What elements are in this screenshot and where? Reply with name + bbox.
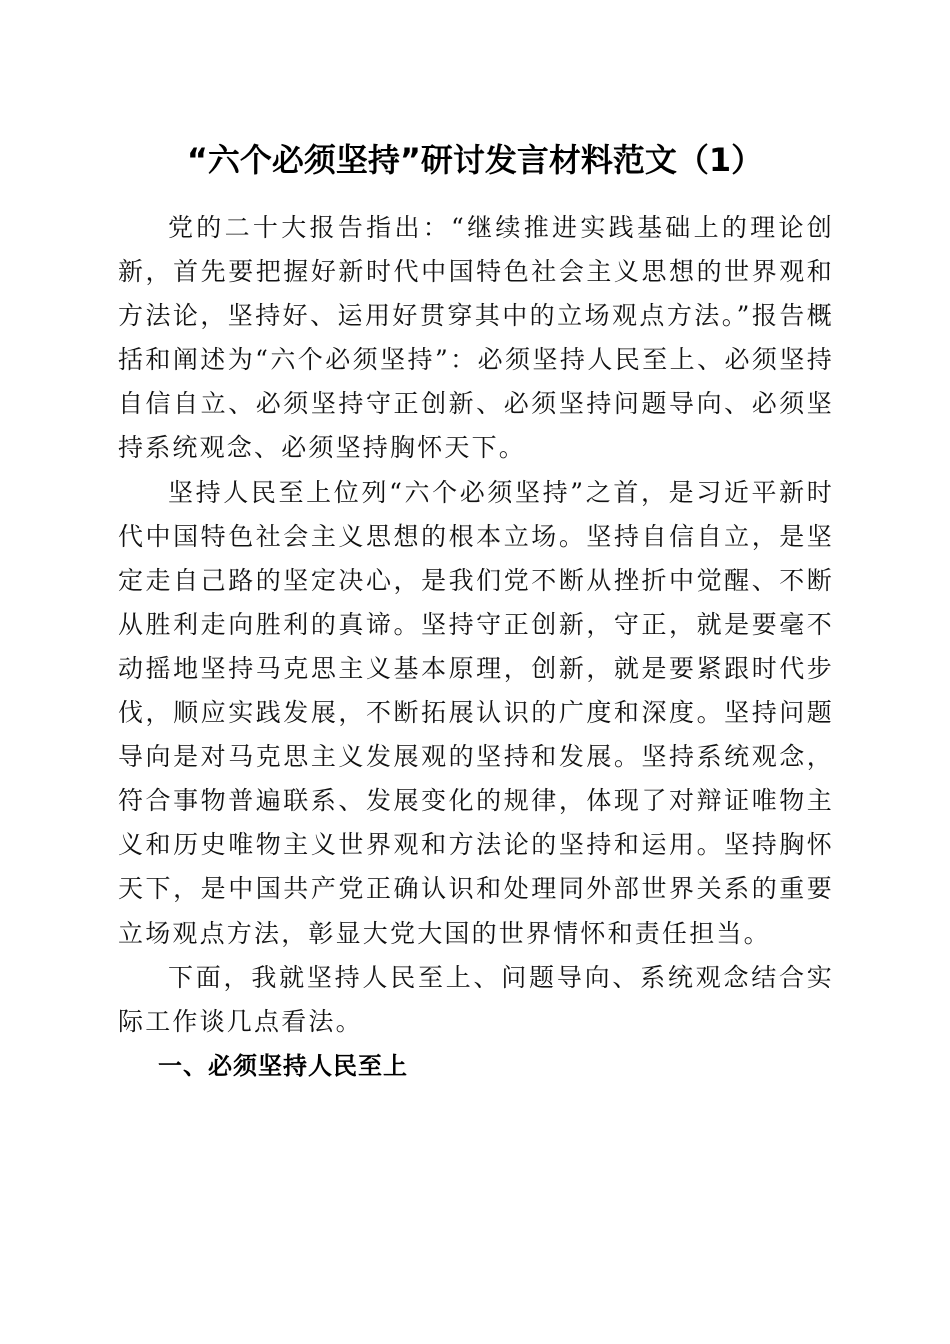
paragraph-intro: 党的二十大报告指出：“继续推进实践基础上的理论创新，首先要把握好新时代中国特色社会主义思想的世界观和方法论，坚持好、运用好贯穿其中的立场观点方法。”报告概括和阐述为“六个必须坚持”：必须坚持人民至上、必须坚持自信自立、必须坚持守正创新、必须坚持问题导向、必须坚持系统观念、必须坚持胸怀天下。: [118, 213, 834, 463]
paragraph-transition: 下面，我就坚持人民至上、问题导向、系统观念结合实际工作谈几点看法。: [118, 962, 834, 1036]
document-body: [118, 206, 834, 1088]
document-title: “六个必须坚持”研讨发言材料范文（1）: [186, 141, 764, 179]
paragraph-six-principles: 坚持人民至上位列“六个必须坚持”之首，是习近平新时代中国特色社会主义思想的根本立场。坚持自信自立，是坚定走自己路的坚定决心，是我们党不断从挫折中觉醒、不断从胜利走向胜利的真谛。坚持守正创新，守正，就是要毫不动摇地坚持马克思主义基本原理，创新，就是要紧跟时代步伐，顺应实践发展，不断拓展认识的广度和深度。坚持问题导向是对马克思主义发展观的坚持和发展。坚持系统观念，符合事物普遍联系、发展变化的规律，体现了对辩证唯物主义和历史唯物主义世界观和方法论的坚持和运用。坚持胸怀天下，是中国共产党正确认识和处理同外部世界关系的重要立场观点方法，彰显大党大国的世界情怀和责任担当。: [118, 477, 834, 948]
section-heading: 一、必须坚持人民至上: [158, 1051, 408, 1080]
